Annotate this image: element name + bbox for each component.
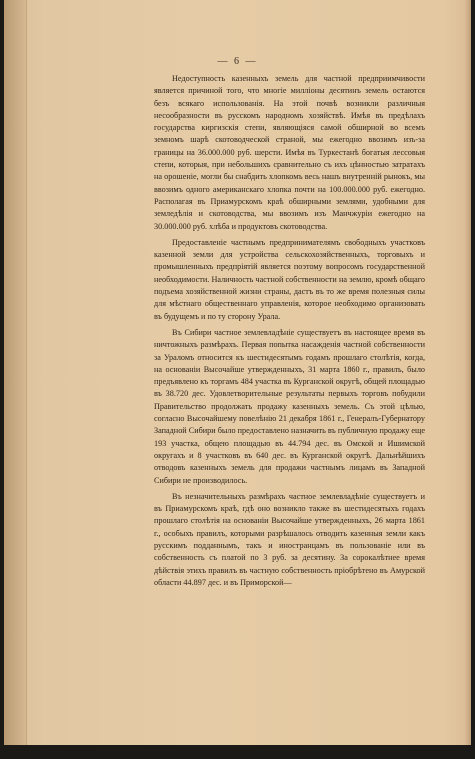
paragraph-2: Предоставленіе частнымъ предпринимателямъ свободныхъ участковъ казенной земли для устройства сельскохозяйственныхъ, торговыхъ и промышленныхъ предпріятій является поэтому вопросомъ государственной необходимости. Наличность частной собственности на землю, кромѣ общаго подъема хозяйственной жизни страны, дастъ въ то же время полезныя силы для мѣстнаго общественнаго управленія, которое необходимо организовать въ будущемъ и по ту сторону Урала. <box>154 237 425 321</box>
book-page <box>4 0 471 745</box>
page-gutter <box>4 0 27 745</box>
paragraph-1: Недоступность казенныхъ земель для частной предприимчивости является причиной того, что многіе милліоны десятинъ земель остаются безъ всякаго использованія. На этой почвѣ возникли различныя несообразности въ русскомъ народномъ хозяйствѣ. Имѣя въ предѣлахъ государства киргизскія степи, являющіяся самой обширной во всемъ земномъ шарѣ скотоводческой страной, мы ежегодно ввозимъ изъ-за границы на 36.000.000 руб. шерсти. Имѣя въ Туркестанѣ богатыя лессовыя степи, которыя, при небольшихъ сравнительно съ ихъ цѣнностью затратахъ на орошеніе, могли бы снабдить хлопкомъ весь нашъ внутренній рынокъ, мы ввозимъ одного американскаго хлопка почти на 100.000.000 руб. ежегодно. Располагая въ Приамурскомъ краѣ обширными землями, удобными для земледѣлія и скотоводства, мы ввозимъ изъ Манчжуріи ежегодно на 30.000.000 руб. хлѣба и продуктовъ скотоводства. <box>154 74 425 231</box>
page-edge <box>465 0 471 745</box>
page-number: — 6 — <box>217 56 258 67</box>
paragraph-3: Въ Сибири частное землевладѣніе существуетъ въ настоящее время въ ничтожныхъ размѣрахъ. Первая попытка насажденія частной собственности за Ураломъ относится къ шестидесятымъ годамъ прошлаго столѣтія, когда, на основаніи Высочайше утвержденныхъ, 31 марта 1860 г., правилъ, было предъявлено къ торгамъ 484 участка въ Курганской округѣ, общей площадью въ 38.720 дес. Удовлетворительные результаты первыхъ торговъ побудили Правительство продолжать продажу казенныхъ земель. Съ этой цѣлью, согласно Высочайшему повелѣнію 21 декабря 1861 г., Генералъ-Губернатору Западной Сибири было предоставлено назначить въ публичную продажу еще 193 участка, общею площадью въ 44.794 дес. въ Омской и Ишимской округахъ и 8 участковъ въ 640 дес. въ Курганской округѣ. Дальнѣйшихъ отводовъ казенныхъ земель для продажи частнымъ лицамъ въ Западной Сибири не производилось. <box>154 327 425 485</box>
paragraph-4: Въ незначительныхъ размѣрахъ частное землевладѣніе существуетъ и въ Приамурскомъ краѣ, гдѣ оно возникло также въ шестидесятыхъ годахъ прошлаго столѣтія на основаніи Высочайше утвержденныхъ, 26 марта 1861 г., особыхъ правилъ, которыми разрѣшалось отводить казенныя земли какъ русскимъ подданнымъ, такъ и иностранцамъ въ пользованіе или въ собственность съ платой по 3 руб. за десятину. За сорокалѣтнее время дѣйствія этихъ правилъ въ частную собственность пріобрѣтено въ Амурской области 44.897 дес. и въ Приморской— <box>154 491 425 587</box>
body-text <box>154 73 425 590</box>
